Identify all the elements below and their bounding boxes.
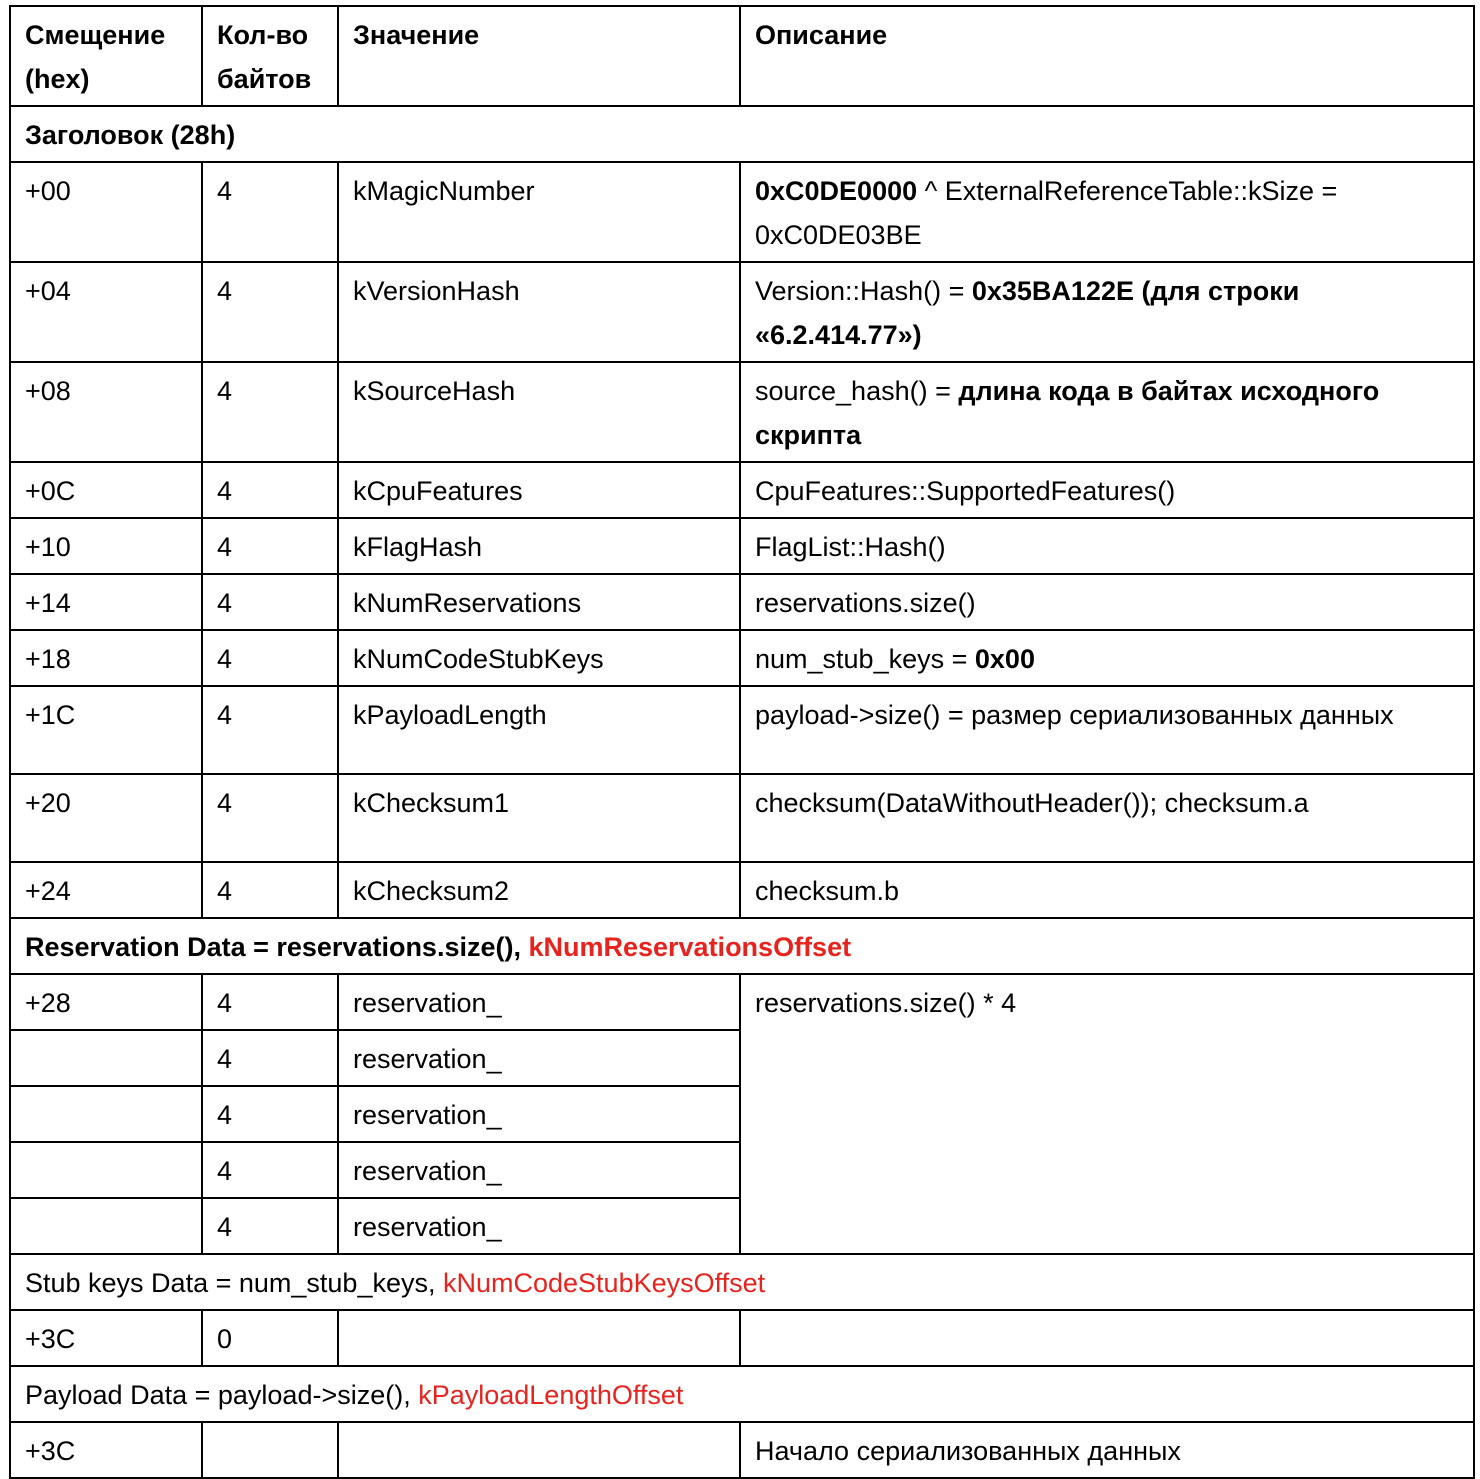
cell-bytes: 4 xyxy=(202,1198,338,1254)
cell-offset: +1C xyxy=(10,686,202,774)
table-row xyxy=(10,262,1474,362)
cell-offset: +3C xyxy=(10,1422,202,1478)
cell-description: checksum(DataWithoutHeader()); checksum.a xyxy=(740,774,1474,862)
cell-description: FlagList::Hash() xyxy=(740,518,1474,574)
cell-bytes: 4 xyxy=(202,686,338,774)
cell-bytes: 4 xyxy=(202,1142,338,1198)
cell-offset xyxy=(10,1198,202,1254)
section-row-header xyxy=(10,106,1474,162)
cell-offset: +3C xyxy=(10,1310,202,1366)
table-row xyxy=(10,774,1474,862)
cell-value: kSourceHash xyxy=(338,362,740,462)
cell-bytes: 4 xyxy=(202,518,338,574)
cell-bytes: 4 xyxy=(202,862,338,918)
cell-value: reservation_ xyxy=(338,1030,740,1086)
cell-value: kFlagHash xyxy=(338,518,740,574)
desc-plain-part: num_stub_keys = xyxy=(755,644,975,674)
cell-bytes: 4 xyxy=(202,1086,338,1142)
cell-bytes: 4 xyxy=(202,462,338,518)
section-label: Payload Data = payload->size(), xyxy=(25,1380,419,1410)
section-offset-name: kNumCodeStubKeysOffset xyxy=(442,1268,766,1298)
cell-offset xyxy=(10,1030,202,1086)
cell-description xyxy=(740,630,1474,686)
cell-bytes: 4 xyxy=(202,162,338,262)
cell-value: reservation_ xyxy=(338,1142,740,1198)
desc-plain-part: Version::Hash() = xyxy=(755,276,972,306)
table-row xyxy=(10,630,1474,686)
cell-description xyxy=(740,362,1474,462)
desc-plain-part: ^ ExternalReferenceTable::kSize = 0xC0DE03BE xyxy=(755,176,1338,250)
desc-bold-part: 0xC0DE0000 xyxy=(755,176,918,206)
section-row-payload xyxy=(10,1366,1474,1422)
cell-description: reservations.size() xyxy=(740,574,1474,630)
cell-description: Начало сериализованных данных xyxy=(740,1422,1474,1478)
cell-description xyxy=(740,262,1474,362)
table-row xyxy=(10,1310,1474,1366)
cell-description: payload->size() = размер сериализованных данных xyxy=(740,686,1474,774)
cell-value: reservation_ xyxy=(338,974,740,1030)
cell-offset: +24 xyxy=(10,862,202,918)
desc-bold-part: длина кода в байтах исходного скрипта xyxy=(755,376,1380,450)
cell-bytes: 4 xyxy=(202,574,338,630)
cell-offset: +0C xyxy=(10,462,202,518)
cell-bytes: 0 xyxy=(202,1310,338,1366)
col-header-bytes: Кол-во байтов xyxy=(202,6,338,106)
desc-plain-part: source_hash() = xyxy=(755,376,959,406)
section-title-header: Заголовок (28h) xyxy=(10,106,1474,162)
header-layout-table xyxy=(9,5,1475,1479)
cell-value: kVersionHash xyxy=(338,262,740,362)
table-row xyxy=(10,362,1474,462)
cell-bytes: 4 xyxy=(202,774,338,862)
cell-offset xyxy=(10,1142,202,1198)
col-header-offset: Смещение (hex) xyxy=(10,6,202,106)
table-row xyxy=(10,862,1474,918)
cell-bytes: 4 xyxy=(202,974,338,1030)
cell-bytes: 4 xyxy=(202,1030,338,1086)
cell-offset: +00 xyxy=(10,162,202,262)
cell-offset: +08 xyxy=(10,362,202,462)
section-title-reservation xyxy=(10,918,1474,974)
cell-value: kCpuFeatures xyxy=(338,462,740,518)
cell-description: checksum.b xyxy=(740,862,1474,918)
cell-bytes: 4 xyxy=(202,262,338,362)
col-header-value: Значение xyxy=(338,6,740,106)
cell-bytes xyxy=(202,1422,338,1478)
section-title-payload xyxy=(10,1366,1474,1422)
col-header-description: Описание xyxy=(740,6,1474,106)
cell-value: kPayloadLength xyxy=(338,686,740,774)
table-row xyxy=(10,162,1474,262)
cell-description xyxy=(740,1310,1474,1366)
section-title-stub-keys xyxy=(10,1254,1474,1310)
desc-bold-part: 0x35BA122E (для строки «6.2.414.77») xyxy=(755,276,1300,350)
section-offset-name: kPayloadLengthOffset xyxy=(418,1380,684,1410)
cell-value: kChecksum2 xyxy=(338,862,740,918)
table-row xyxy=(10,462,1474,518)
section-row-stub-keys xyxy=(10,1254,1474,1310)
section-row-reservation xyxy=(10,918,1474,974)
cell-value: kNumCodeStubKeys xyxy=(338,630,740,686)
cell-value xyxy=(338,1310,740,1366)
cell-offset: +10 xyxy=(10,518,202,574)
cell-offset: +28 xyxy=(10,974,202,1030)
table-row xyxy=(10,518,1474,574)
section-label: Stub keys Data = num_stub_keys, xyxy=(25,1268,443,1298)
cell-description: CpuFeatures::SupportedFeatures() xyxy=(740,462,1474,518)
desc-bold-part: 0x00 xyxy=(974,644,1035,674)
cell-value: reservation_ xyxy=(338,1086,740,1142)
table-row xyxy=(10,574,1474,630)
section-offset-name: kNumReservationsOffset xyxy=(528,932,852,962)
cell-bytes: 4 xyxy=(202,362,338,462)
cell-offset: +18 xyxy=(10,630,202,686)
cell-value xyxy=(338,1422,740,1478)
cell-offset xyxy=(10,1086,202,1142)
cell-offset: +20 xyxy=(10,774,202,862)
column-header-row xyxy=(10,6,1474,106)
table-row xyxy=(10,974,1474,1030)
cell-offset: +14 xyxy=(10,574,202,630)
section-label: Reservation Data = reservations.size(), xyxy=(25,932,529,962)
cell-value: kChecksum1 xyxy=(338,774,740,862)
cell-value: kNumReservations xyxy=(338,574,740,630)
cell-bytes: 4 xyxy=(202,630,338,686)
cell-description xyxy=(740,162,1474,262)
table-row xyxy=(10,1422,1474,1478)
cell-value: kMagicNumber xyxy=(338,162,740,262)
cell-offset: +04 xyxy=(10,262,202,362)
table-row xyxy=(10,686,1474,774)
cell-value: reservation_ xyxy=(338,1198,740,1254)
cell-description: reservations.size() * 4 xyxy=(740,974,1474,1254)
